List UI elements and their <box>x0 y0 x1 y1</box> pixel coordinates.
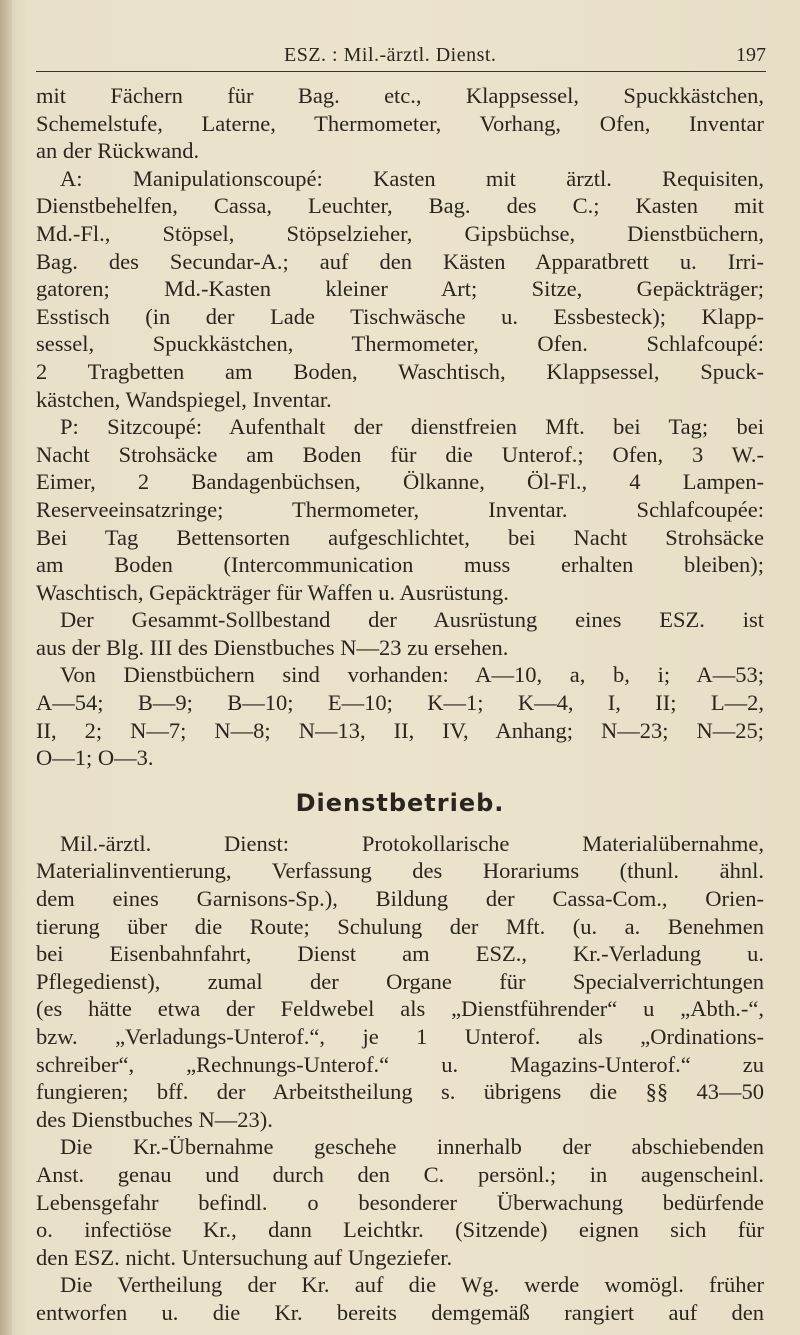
text-line: fungieren; bff. der Arbeitstheilung s. übrigens die §§ 43—50 <box>36 1079 764 1105</box>
text-line: bzw. „Verladungs-Unterof.“, je 1 Unterof. als „Ordinations- <box>36 1024 764 1049</box>
text-line: den ESZ. nicht. Untersuchung auf Ungeziefer. <box>36 1244 453 1270</box>
paragraph-equipment <box>36 82 764 772</box>
book-spine-shadow <box>0 0 12 1335</box>
text-line: mit Fächern für Bag. etc., Klappsessel, Spuckkästchen, <box>36 83 764 108</box>
text-line: P: Sitzcoupé: Aufenthalt der dienstfreien Mft. bei Tag; bei <box>60 414 764 440</box>
text-line: gatoren; Md.-Kasten kleiner Art; Sitze, Gepäckträger; <box>36 276 764 302</box>
text-line: Waschtisch, Gepäckträger für Waffen u. Ausrüstung. <box>36 579 509 605</box>
header-rule <box>36 71 766 72</box>
text-line: Der Gesammt-Sollbestand der Ausrüstung eines ESZ. ist <box>60 607 764 633</box>
text-line: Von Dienstbüchern sind vorhanden: A—10, a, b, i; A—53; <box>60 662 764 688</box>
text-line: Md.-Fl., Stöpsel, Stöpselzieher, Gipsbüchse, Dienstbüchern, <box>36 220 764 246</box>
text-line: Esstisch (in der Lade Tischwäsche u. Essbesteck); Klapp- <box>36 303 764 329</box>
text-line: entworfen u. die Kr. bereits demgemäß rangiert auf den <box>36 1299 764 1325</box>
text-line: schreiber“, „Rechnungs-Unterof.“ u. Magazins-Unterof.“ zu <box>36 1051 764 1077</box>
paragraph-service <box>36 830 764 1327</box>
page-number: 197 <box>736 44 766 66</box>
text-line: O—1; O—3. <box>36 745 154 771</box>
text-line: Dienstbehelfen, Cassa, Leuchter, Bag. des C.; Kasten mit <box>36 193 764 219</box>
text-line: bei Eisenbahnfahrt, Dienst am ESZ., Kr.-Verladung u. <box>36 941 764 967</box>
text-line: Materialinventierung, Verfassung des Horariums (thunl. ähnl. <box>36 858 764 884</box>
text-line: Mil.-ärztl. Dienst: Protokollarische Materialübernahme, <box>60 830 764 856</box>
text-line: aus der Blg. III des Dienstbuches N—23 zu ersehen. <box>36 634 509 660</box>
text-line: Pflegedienst), zumal der Organe für Specialverrichtungen <box>36 968 764 994</box>
text-line: A: Manipulationscoupé: Kasten mit ärztl. Requisiten, <box>60 165 764 191</box>
section-heading: Dienstbetrieb. <box>295 788 505 817</box>
text-line: A—54; B—9; B—10; E—10; K—1; K—4, I, II; L—2, <box>36 690 764 716</box>
text-line: Lebensgefahr befindl. o besonderer Überwachung bedürfende <box>36 1189 764 1215</box>
text-line: an der Rückwand. <box>36 138 200 164</box>
text-line: Anst. genau und durch den C. persönl.; in augenscheinl. <box>36 1161 764 1187</box>
text-line: Bag. des Secundar-A.; auf den Kästen Apparatbrett u. Irri- <box>36 248 764 274</box>
text-line: sessel, Spuckkästchen, Thermometer, Ofen. Schlafcoupé: <box>36 331 764 357</box>
text-line: Die Kr.-Übernahme geschehe innerhalb der abschiebenden <box>60 1134 764 1160</box>
text-line: tierung über die Route; Schulung der Mft. (u. a. Benehmen <box>36 913 764 939</box>
text-line: kästchen, Wandspiegel, Inventar. <box>36 386 332 412</box>
text-line: des Dienstbuches N—23). <box>36 1106 273 1132</box>
text-line: Reserveeinsatzringe; Thermometer, Inventar. Schlafcoupée: <box>36 496 764 522</box>
running-header <box>36 44 766 74</box>
text-line: 2 Tragbetten am Boden, Waschtisch, Klappsessel, Spuck- <box>36 358 764 384</box>
text-line: am Boden (Intercommunication muss erhalten bleiben); <box>36 552 764 578</box>
text-line: Bei Tag Bettensorten aufgeschlichtet, bei Nacht Strohsäcke <box>36 524 764 550</box>
text-line: o. infectiöse Kr., dann Leichtkr. (Sitzende) eignen sich für <box>36 1217 764 1243</box>
text-line: (es hätte etwa der Feldwebel als „Dienstführender“ u „Abth.-“, <box>36 996 764 1022</box>
text-line: Eimer, 2 Bandagenbüchsen, Ölkanne, Öl-Fl., 4 Lampen- <box>36 469 764 495</box>
running-title: ESZ. : Mil.-ärztl. Dienst. <box>284 44 497 66</box>
text-line: Die Vertheilung der Kr. auf die Wg. werde womögl. früher <box>60 1272 764 1298</box>
page-body <box>36 82 764 1327</box>
text-line: II, 2; N—7; N—8; N—13, II, IV, Anhang; N—23; N—25; <box>36 717 764 743</box>
text-line: Schemelstufe, Laterne, Thermometer, Vorhang, Ofen, Inventar <box>36 110 764 136</box>
text-line: dem eines Garnisons-Sp.), Bildung der Cassa-Com., Orien- <box>36 886 764 912</box>
text-line: Nacht Strohsäcke am Boden für die Unterof.; Ofen, 3 W.- <box>36 441 764 467</box>
